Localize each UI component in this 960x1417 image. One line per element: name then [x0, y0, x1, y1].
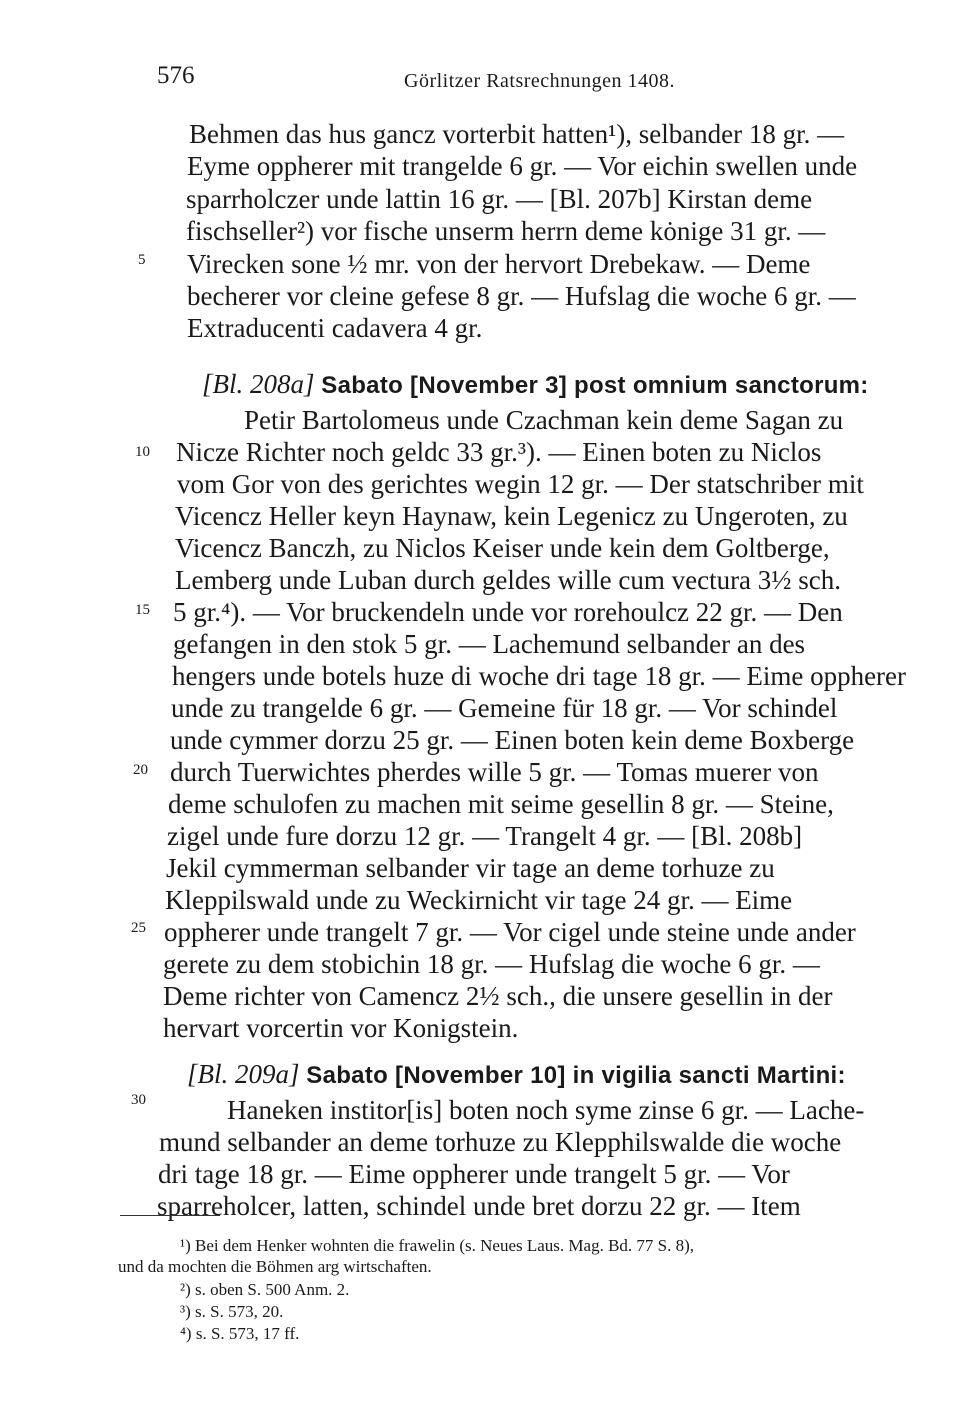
footnote-divider [120, 1215, 220, 1216]
text-line: Extraducenti cadavera 4 gr. [187, 313, 483, 343]
section-heading-1 [202, 368, 869, 402]
text-line: durch Tuerwichtes pherdes wille 5 gr. — Tomas muerer von [170, 757, 819, 787]
text-line: sparreholcer, latten, schindel unde bret dorzu 22 gr. — Item [157, 1191, 801, 1221]
text-line: Deme richter von Camencz 2½ sch., die unsere gesellin in der [163, 981, 833, 1011]
text-line: dri tage 18 gr. — Eime oppherer unde trangelt 5 gr. — Vor [158, 1159, 790, 1189]
line-number: 15 [135, 602, 150, 618]
text-line: gefangen in den stok 5 gr. — Lachemund selbander an des [173, 629, 806, 659]
text-line: Behmen das hus gancz vorterbit hatten¹), selbander 18 gr. — [189, 119, 845, 149]
text-line: hervart vorcertin vor Konigstein. [163, 1013, 519, 1043]
text-line: unde cymmer dorzu 25 gr. — Einen boten kein deme Boxberge [170, 725, 855, 755]
text-line: Vicencz Heller keyn Haynaw, kein Legenicz zu Ungeroten, zu [175, 501, 848, 531]
section-title: Sabato [November 3] post omnium sanctorum: [321, 372, 869, 399]
text-line: gerete zu dem stobichin 18 gr. — Hufslag die woche 6 gr. — [163, 949, 820, 979]
footnote-3: ³) s. S. 573, 20. [180, 1302, 284, 1321]
line-number: 25 [131, 920, 146, 936]
folio-reference: [Bl. 208a] [202, 369, 315, 399]
text-line: sparrholczer unde lattin 16 gr. — [Bl. 207b] Kirstan deme [186, 184, 813, 214]
section-heading-2 [187, 1058, 846, 1092]
text-line: becherer vor cleine gefese 8 gr. — Hufslag die woche 6 gr. — [187, 281, 856, 311]
footnote-4: ⁴) s. S. 573, 17 ff. [180, 1324, 300, 1343]
footnote-2: ²) s. oben S. 500 Anm. 2. [180, 1280, 350, 1299]
text-line: Jekil cymmerman selbander vir tage an deme torhuze zu [166, 853, 775, 883]
footnote-1-cont: und da mochten die Böhmen arg wirtschaften. [118, 1257, 432, 1276]
text-line: Petir Bartolomeus unde Czachman kein deme Sagan zu [244, 405, 844, 435]
line-number: 20 [133, 762, 148, 778]
text-line: Vicencz Banczh, zu Niclos Keiser unde kein dem Goltberge, [175, 533, 830, 563]
line-number: 5 [138, 252, 146, 268]
text-line: zigel unde fure dorzu 12 gr. — Trangelt 4 gr. — [Bl. 208b] [167, 821, 803, 851]
text-line: oppherer unde trangelt 7 gr. — Vor cigel unde steine unde ander [164, 917, 856, 947]
folio-reference: [Bl. 209a] [187, 1059, 300, 1089]
text-line: 5 gr.⁴). — Vor bruckendeln unde vor rorehoulcz 22 gr. — Den [173, 597, 843, 627]
text-line: Eyme oppherer mit trangelde 6 gr. — Vor eichin swellen unde [187, 151, 858, 181]
text-line: hengers unde botels huze di woche dri tage 18 gr. — Eime oppherer [172, 661, 907, 691]
text-line: Virecken sone ½ mr. von der hervort Drebekaw. — Deme [187, 249, 811, 279]
text-line: mund selbander an deme torhuze zu Klepphilswalde die woche [159, 1127, 842, 1157]
page-number: 576 [157, 62, 195, 89]
running-head: Görlitzer Ratsrechnungen 1408. [404, 70, 676, 92]
text-line: fischseller²) vor fische unserm herrn deme kȯnige 31 gr. — [186, 216, 826, 246]
text-line: unde zu trangelde 6 gr. — Gemeine für 18 gr. — Vor schindel [171, 693, 838, 723]
line-number: 10 [135, 444, 150, 460]
text-line: vom Gor von des gerichtes wegin 12 gr. — Der statschriber mit [177, 469, 864, 499]
text-line: Lemberg unde Luban durch geldes wille cum vectura 3½ sch. [175, 565, 842, 595]
line-number: 30 [131, 1092, 146, 1108]
section-title: Sabato [November 10] in vigilia sancti Martini: [306, 1062, 846, 1089]
text-line: Nicze Richter noch geldc 33 gr.³). — Einen boten zu Niclos [176, 437, 822, 467]
footnote-1: ¹) Bei dem Henker wohnten die frawelin (s. Neues Laus. Mag. Bd. 77 S. 8), [180, 1236, 695, 1255]
page-header [0, 62, 960, 102]
text-line: Haneken institor[is] boten noch syme zinse 6 gr. — Lache- [227, 1095, 865, 1125]
text-line: deme schulofen zu machen mit seime gesellin 8 gr. — Steine, [168, 789, 834, 819]
text-line: Kleppilswald unde zu Weckirnicht vir tage 24 gr. — Eime [165, 885, 793, 915]
